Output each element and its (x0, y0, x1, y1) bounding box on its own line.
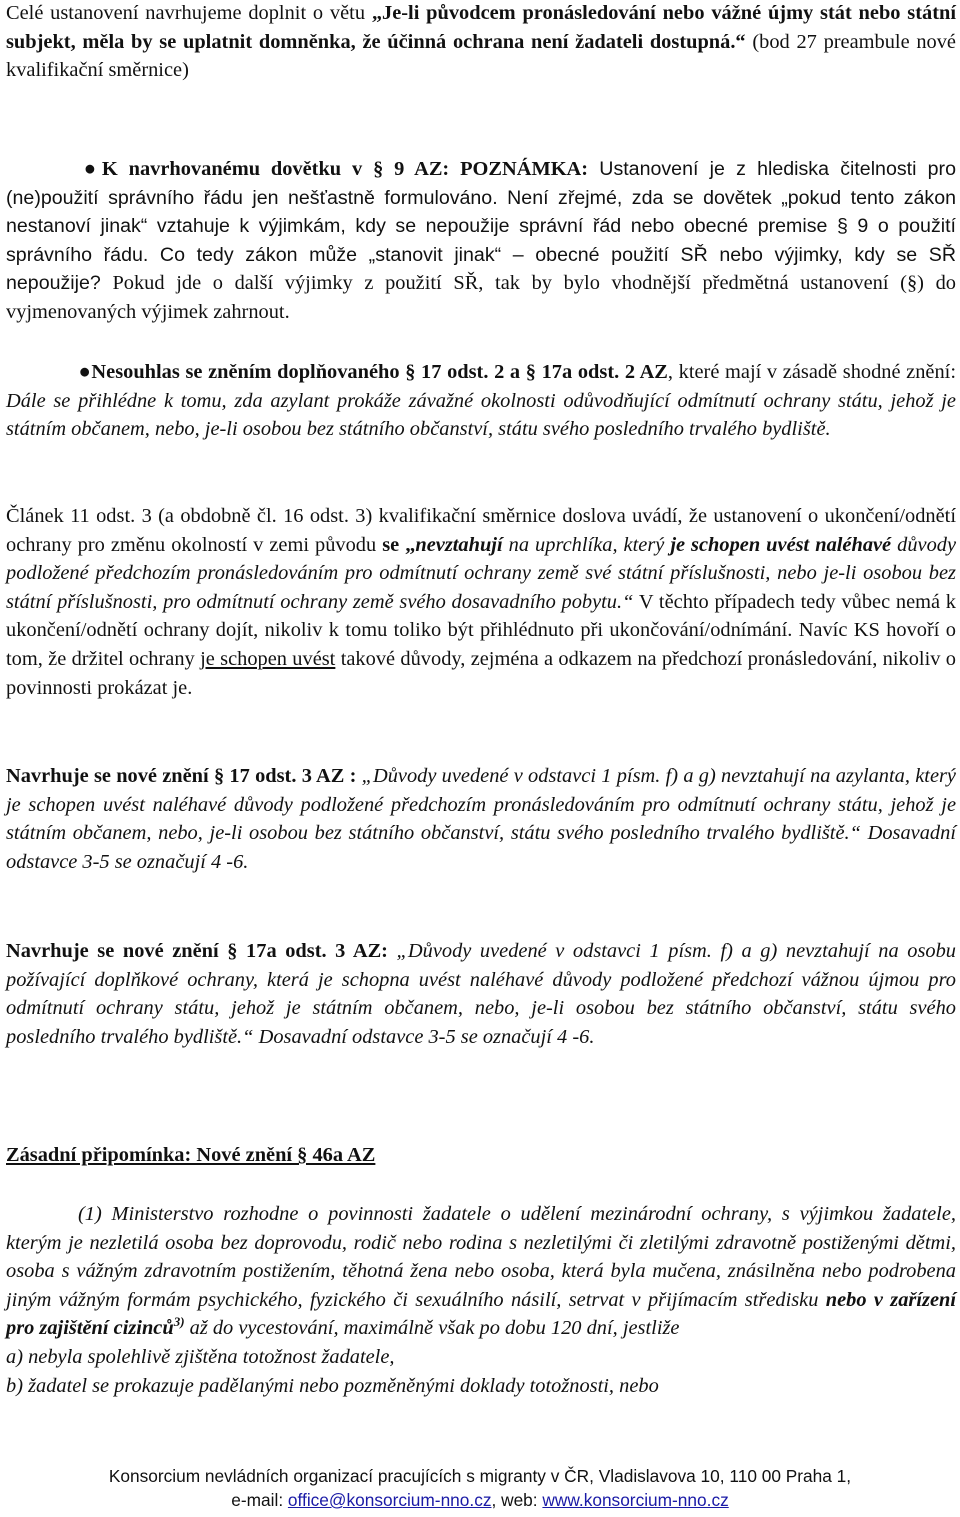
paragraph-disagreement (6, 358, 956, 444)
note-9-text-2: Pokud jde o další výjimky z použití SŘ, tak by bylo vhodnější předmětná ustanovení (§) do vyjmenovaných výjimek zahrnout. (6, 272, 956, 323)
section-heading (6, 1141, 956, 1170)
note-9-sans-text: Ustanovení je z hlediska čitelnosti pro (ne)použití správního řádu jen nešťastně formulováno. (6, 158, 956, 209)
footer-email-link[interactable]: office@konsorcium-nno.cz (287, 1490, 492, 1510)
proposal-17-heading: Navrhuje se nové znění § 17 odst. 3 AZ : (6, 765, 357, 787)
bullet-icon: ● (78, 361, 92, 383)
note-9-heading: K navrhovanému dovětku v § 9 AZ: POZNÁMKA: (101, 158, 589, 180)
article-11-bold-italic: nevztahují (415, 533, 503, 556)
footer-address: Konsorcium nevládních organizací pracujících s migranty v ČR, Vladislavova 10, 110 00 Praha 1, (108, 1466, 852, 1486)
intro-bold-quote: „Je-li původcem pronásledování nebo vážné újmy stát nebo státní subjekt, měla by se uplatnit domněnka, že účinná ochrana není žadateli dostupná.“ (6, 2, 956, 53)
46a-text: (1) Ministerstvo rozhodne o povinnosti žadatele o udělení mezinárodní ochrany, s výjimkou žadatele, kterým je nezletilá osoba bez doprovodu, rodič nebo rodina s nezletilými či zletilými zdravotně postiženými dětmi, osoba s vážným zdravotním postižením, těhotná žena nebo osoba, která byla mučena, znásilněna nebo podrobena jiným vážným formám psychického, fyzického či sexuálního násilí, setrvat v přijímacím středisku (6, 1203, 956, 1311)
article-11-text-3: takové důvody, zejména a odkazem na předchozí pronásledování, nikoliv o povinnosti prokázat je. (6, 647, 956, 699)
proposal-17a-heading: Navrhuje se nové znění § 17a odst. 3 AZ: (6, 940, 388, 962)
proposal-17a-text: „Důvody uvedené v odstavci 1 písm. f) a g) nevztahují na osobu požívající doplňkové ochrany, která je schopna uvést naléhavé důvody podložené předchozí vážnou újmou pro odmítnutí ochrany státu, jehož je státním občanem, nebo, je-li osobou bez státního občanství, státu svého posledního trvalého bydliště.“ Dosavadní odstavce 3-5 se označují 4 -6. (6, 940, 956, 1048)
note-9-text: Není zřejmé, zda se dovětek „pokud tento zákon nestanoví jinak“ vztahuje k výjimkám, kdy se nepoužije správní řád nebo obecné premise § 9 o použití správního řádu. Co tedy zákon může „stanovit jinak“ – obecné použití SŘ nebo výjimky, kdy se SŘ nepoužije? (6, 186, 957, 295)
46a-item-a: a) nebyla spolehlivě zjištěna totožnost žadatele, (6, 1345, 395, 1368)
intro-reference: (bod 27 preambule nové kvalifikační směrnice) (6, 30, 956, 82)
paragraph-proposal-17a (6, 937, 956, 1051)
disagreement-quote: Dále se přihlédne k tomu, zda azylant prokáže závažné okolnosti odůvodňující odmítnutí ochrany státu, jehož je státním občanem, nebo, je-li osobou bez státního občanství, státu svého posledního trvalého bydliště. (6, 389, 956, 441)
bullet-icon: ● (78, 158, 102, 180)
disagreement-heading: Nesouhlas se zněním doplňovaného § 17 odst. 2 a § 17a odst. 2 AZ (91, 361, 668, 383)
paragraph-article-11 (6, 502, 956, 702)
article-11-bold: se „ (382, 533, 416, 556)
footer-email-label: e-mail: (231, 1490, 288, 1510)
footer-contacts (0, 1488, 960, 1512)
article-11-underlined: je schopen uvést (200, 647, 336, 670)
article-11-bold-italic-2: je schopen uvést naléhavé (670, 533, 892, 556)
article-11-text-2: V těchto případech tedy vůbec nemá k ukončení/odnětí ochrany dojít, nikoliv k tomu toliko být přihlédnuto při ukončování/odnímání. Navíc KS hovoří o tom, že držitel ochrany (6, 590, 956, 670)
footer-web-label: , web: (491, 1490, 543, 1510)
46a-item-b: b) žadatel se prokazuje padělanými nebo pozměněnými doklady totožnosti, nebo (6, 1374, 659, 1397)
footer-web-link[interactable]: www.konsorcium-nno.cz (542, 1490, 729, 1510)
article-11-text: Článek 11 odst. 3 (a obdobně čl. 16 odst. 3) kvalifikační směrnice doslova uvádí, že ustanovení o ukončení/odnětí ochrany pro změnu okolností v zemi původu (6, 505, 956, 556)
intro-text: Celé ustanovení navrhujeme doplnit o větu (6, 2, 372, 24)
article-11-italic-2: důvody podložené předchozím pronásledováním pro odmítnutí ochrany země své státní příslušnosti, nebo je-li osobou bez státní příslušnosti, pro odmítnutí ochrany země svého dosavadního pobytu.“ (6, 533, 957, 613)
disagreement-text: , které mají v zásadě shodné znění: (667, 361, 956, 383)
section-heading-text: Zásadní připomínka: Nové znění § 46a AZ (6, 1144, 376, 1166)
46a-footnote-ref: 3) (173, 1314, 185, 1330)
paragraph-note-9 (6, 155, 956, 327)
paragraph-46a (6, 1200, 956, 1400)
article-11-italic: na uprchlíka, který (502, 533, 671, 556)
46a-text-2: až do vycestování, maximálně však po dobu 120 dní, jestliže (184, 1317, 680, 1340)
proposal-17-text: „Důvody uvedené v odstavci 1 písm. f) a g) nevztahují na azylanta, který je schopen uvést naléhavé důvody podložené předchozím pronásledováním pro odmítnutí ochrany státu, jehož je státním občanem, nebo, je-li osobou bez státního občanství, státu svého posledního trvalého bydliště.“ Dosavadní odstavce 3-5 se označují 4 -6. (6, 765, 956, 873)
paragraph-intro (6, 0, 956, 85)
paragraph-proposal-17 (6, 762, 956, 876)
46a-bold-italic: nebo v zařízení pro zajištění cizinců (6, 1288, 957, 1340)
